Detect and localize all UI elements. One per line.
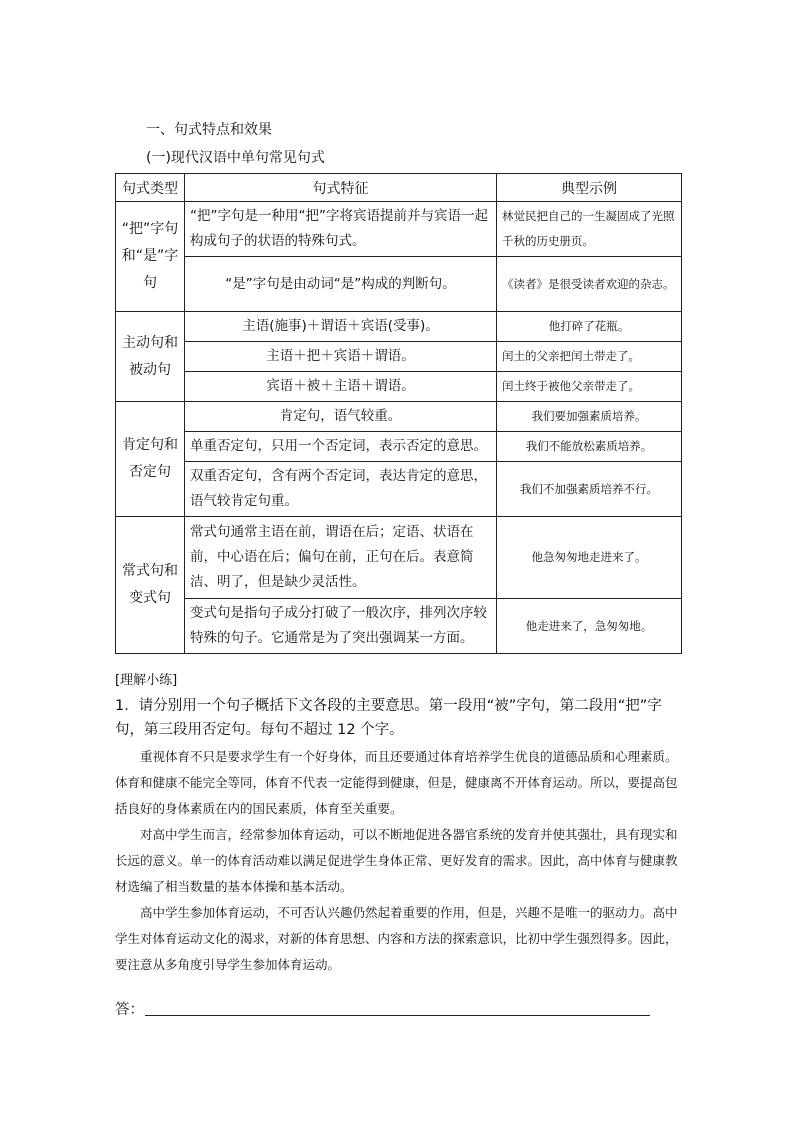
passage-paragraph: 高中学生参加体育运动，不可否认兴趣仍然起着重要的作用，但是，兴趣不是唯一的驱动力。高中学生对体育运动文化的渴求，对新的体育思想、内容和方法的探索意识，比初中学生强烈得多。因此，要注意从多角度引导学生参加体育运动。 [115,905,678,972]
feature-cell: 主语＋把＋宾语＋谓语。 [185,342,497,372]
example-cell: 我们要加强素质培养。 [497,402,682,432]
question-text: 1．请分别用一个句子概括下文各段的主要意思。第一段用“被”字句，第二段用“把”字句，第三段用否定句。每句不超过 12 个字。 [115,698,662,738]
table-row [116,599,682,654]
type-cell: 主动句和被动句 [116,312,185,402]
table-header-row [116,174,682,202]
feature-cell: 常式句通常主语在前，谓语在后；定语、状语在前，中心语在后；偏句在前，正句在后。表意简洁、明了，但是缺少灵活性。 [185,517,497,599]
example-cell: 我们不能放松素质培养。 [497,432,682,462]
passage-paragraph: 重视体育不只是要求学生有一个好身体，而且还要通过体育培养学生优良的道德品质和心理素质。体育和健康不能完全等同，体育不代表一定能得到健康，但是，健康离不开体育运动。所以，要提高包括良好的身体素质在内的国民素质，体育至关重要。 [115,749,678,816]
table-row [116,402,682,432]
feature-cell: 双重否定句，含有两个否定词，表达肯定的意思，语气较肯定句重。 [185,462,497,517]
passage [115,744,685,978]
table-row [116,312,682,342]
type-cell: 常式句和变式句 [116,517,185,654]
header-cell: 句式特征 [185,174,497,202]
table-row [116,432,682,462]
table-row [116,202,682,257]
example-cell: 他打碎了花瓶。 [497,312,682,342]
answer-label: 答： [115,1002,144,1018]
feature-cell: “把”字句是一种用“把”字将宾语提前并与宾语一起构成句子的状语的特殊句式。 [185,202,497,257]
feature-cell: 宾语＋被＋主语＋谓语。 [185,372,497,402]
sentence-patterns-table [115,173,682,654]
subsection-heading: (一)现代汉语中单句常见句式 [146,150,325,166]
example-cell: 他走进来了，急匆匆地。 [497,599,682,654]
practice-title: [理解小练] [115,673,178,688]
example-cell: 我们不加强素质培养不行。 [497,462,682,517]
type-cell: “把”字句和“是”字句 [116,202,185,312]
passage-paragraph: 对高中学生而言，经常参加体育运动，可以不断地促进各器官系统的发育并使其强壮，具有现实和长远的意义。单一的体育活动难以满足促进学生身体正常、更好发育的需求。因此，高中体育与健康教材选编了相当数量的基本体操和基本活动。 [115,827,678,894]
feature-cell: 肯定句，语气较重。 [185,402,497,432]
table-row [116,372,682,402]
example-cell: 闰土的父亲把闰土带走了。 [497,342,682,372]
section-heading: 一、句式特点和效果 [146,122,272,138]
example-cell: 林觉民把自己的一生凝固成了光照千秋的历史册页。 [497,202,682,257]
feature-cell: 主语(施事)＋谓语＋宾语(受事)。 [185,312,497,342]
answer-blank-line[interactable] [145,1015,650,1016]
feature-cell: “是”字句是由动词“是”构成的判断句。 [185,257,497,312]
feature-cell: 单重否定句，只用一个否定词，表示否定的意思。 [185,432,497,462]
type-cell: 肯定句和否定句 [116,402,185,517]
table-row [116,462,682,517]
header-cell: 典型示例 [497,174,682,202]
example-cell: 他急匆匆地走进来了。 [497,517,682,599]
example-cell: 《读者》是很受读者欢迎的杂志。 [497,257,682,312]
header-cell: 句式类型 [116,174,185,202]
feature-cell: 变式句是指句子成分打破了一般次序，排列次序较特殊的句子。它通常是为了突出强调某一方面。 [185,599,497,654]
table-row [116,257,682,312]
table-row [116,342,682,372]
table-row [116,517,682,599]
example-cell: 闰土终于被他父亲带走了。 [497,372,682,402]
